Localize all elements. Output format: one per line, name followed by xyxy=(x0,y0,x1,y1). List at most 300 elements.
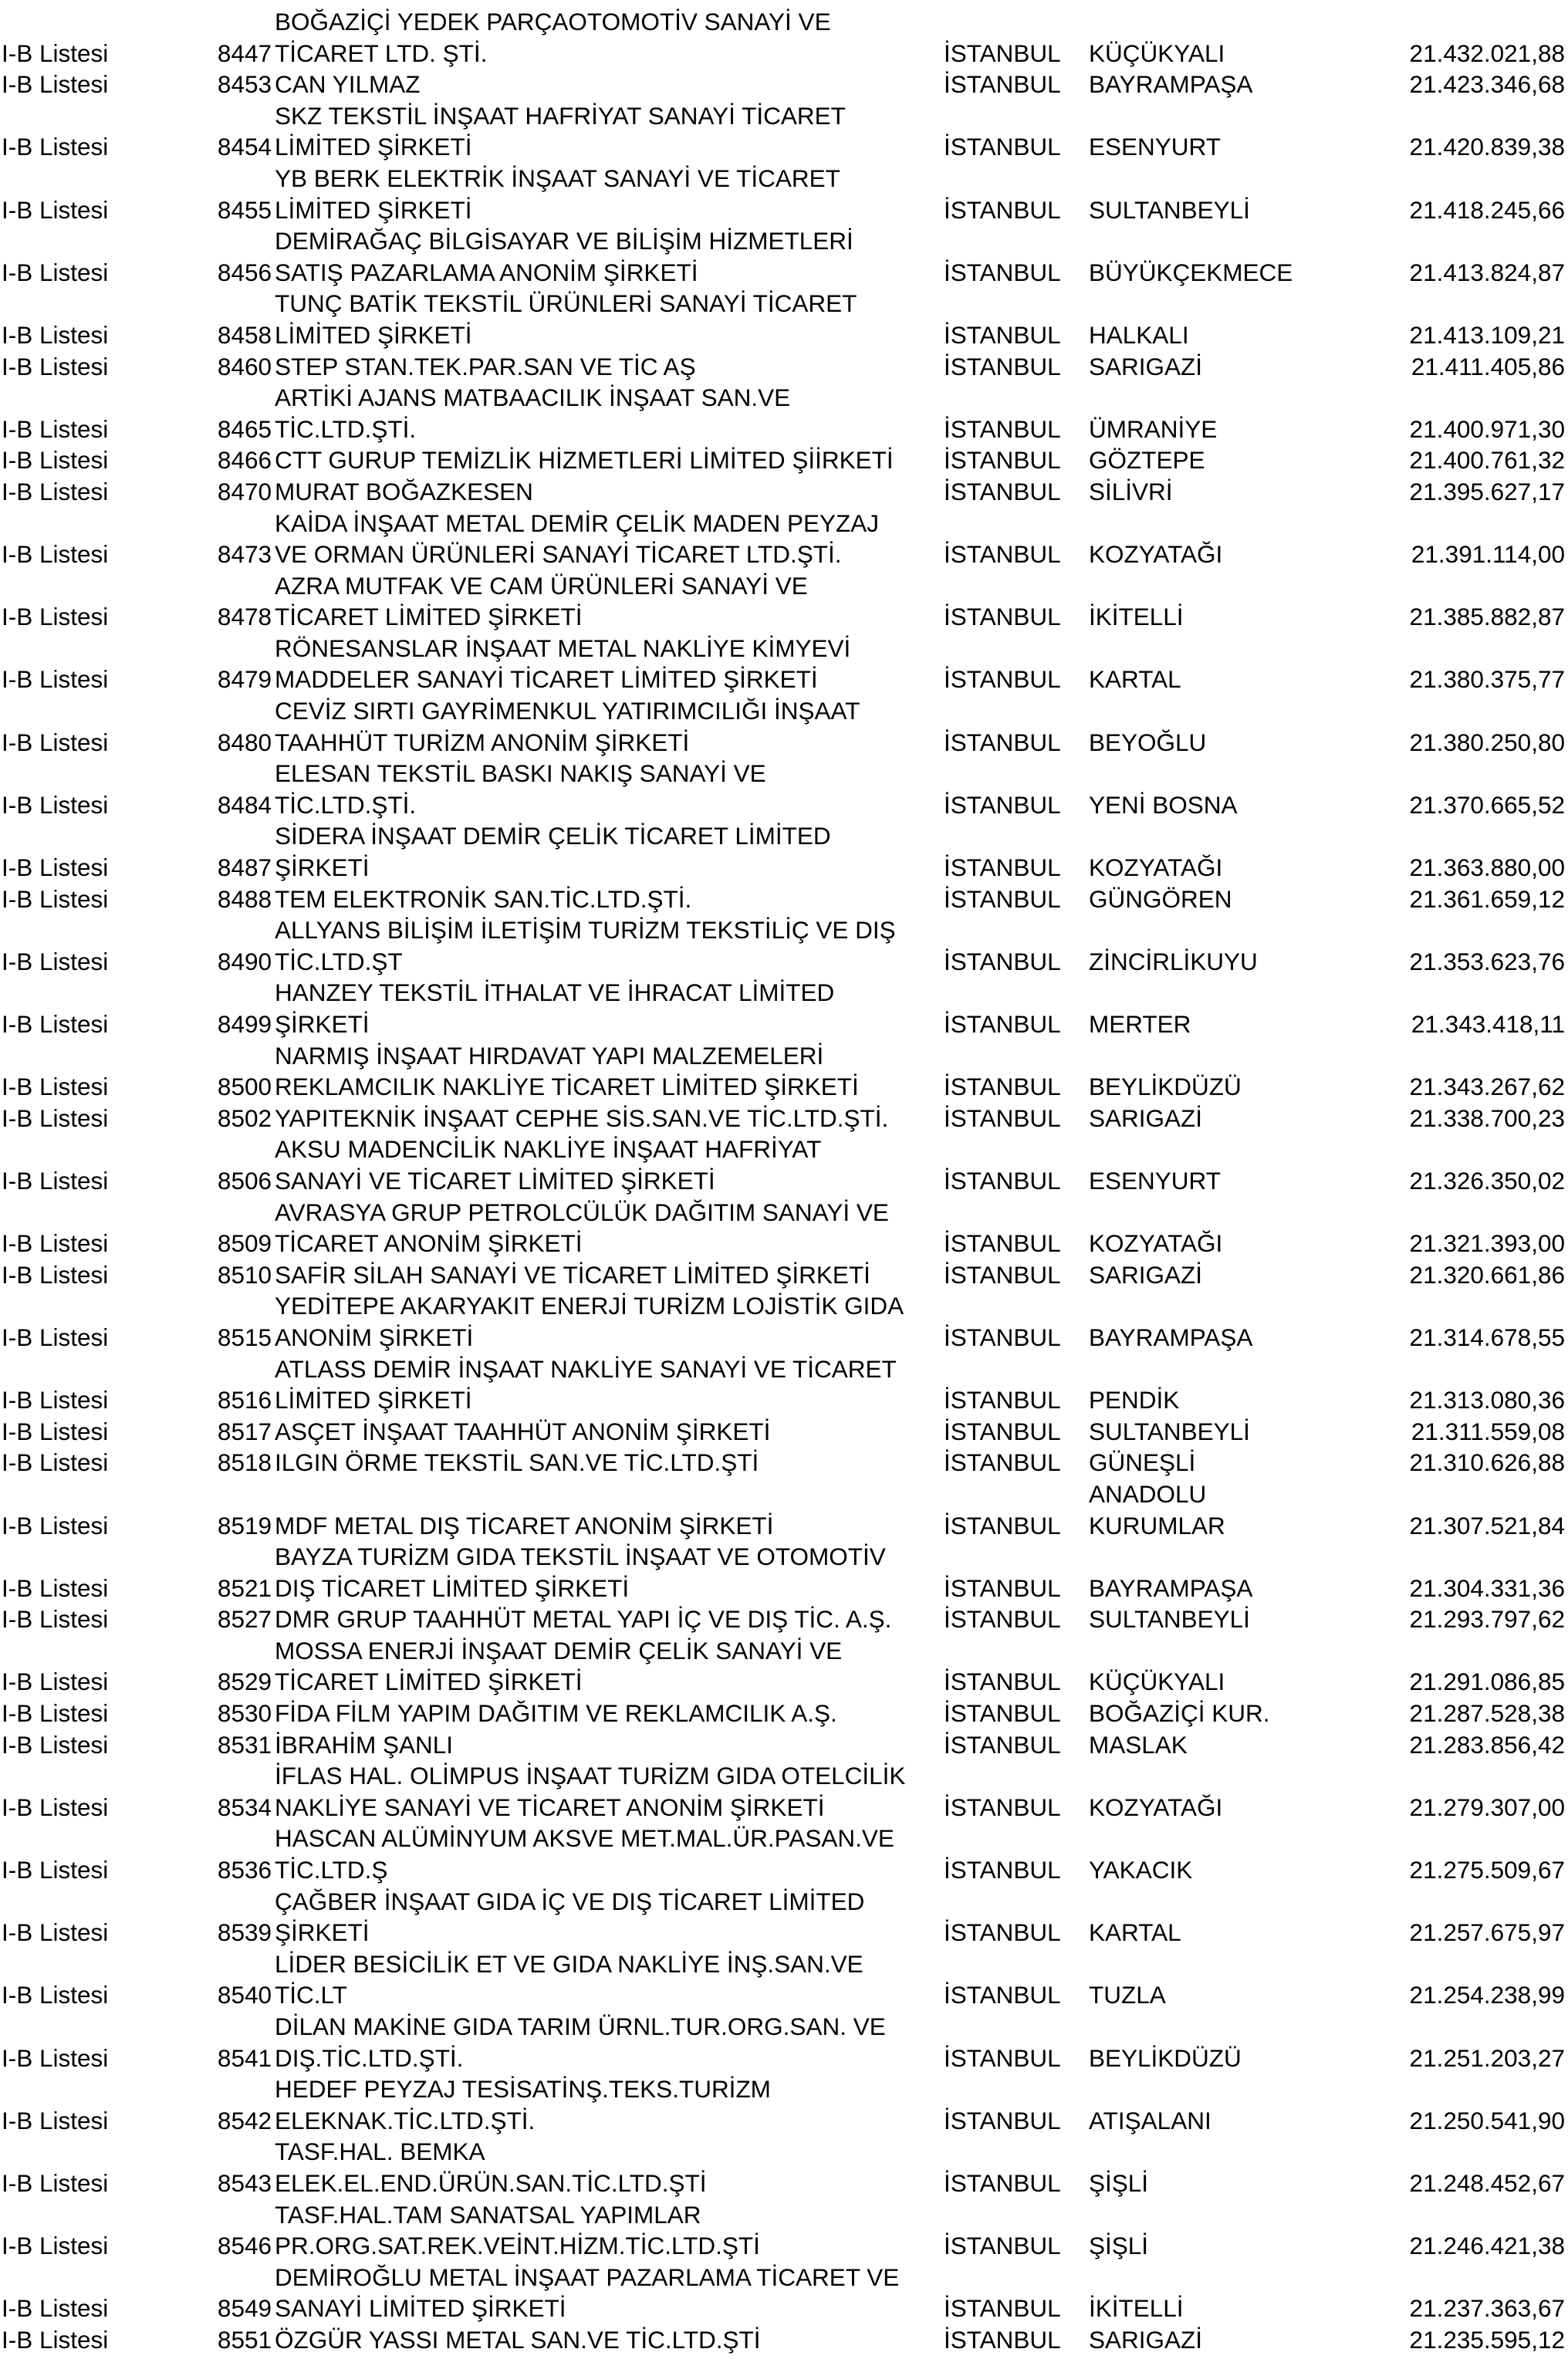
list-cell: I-B Listesi xyxy=(2,728,109,756)
table-row xyxy=(0,695,1568,758)
district-cell: ŞİŞLİ xyxy=(1089,2232,1149,2260)
company-name-cell: BOĞAZİÇİ YEDEK PARÇAOTOMOTİV SANAYİ VE TİCARET LTD. ŞTİ. xyxy=(275,8,831,67)
company-name-cell: FİDA FİLM YAPIM DAĞITIM VE REKLAMCILIK A.Ş. xyxy=(275,1699,837,1728)
table-row xyxy=(0,1197,1568,1259)
amount-cell: 21.250.541,90 xyxy=(1409,2106,1565,2134)
company-name-cell: YB BERK ELEKTRİK İNŞAAT SANAYİ VE TİCARET LİMİTED ŞİRKETİ xyxy=(275,164,840,224)
city-cell: İSTANBUL xyxy=(944,947,1061,975)
city-cell: İSTANBUL xyxy=(944,1010,1061,1038)
number-cell: 8527 xyxy=(217,1605,272,1634)
company-name-cell: CEVİZ SIRTI GAYRİMENKUL YATIRIMCILIĞI İNŞAAT TAAHHÜT TURİZM ANONİM ŞİRKETİ xyxy=(275,697,860,756)
amount-cell: 21.326.350,02 xyxy=(1409,1166,1565,1195)
company-name-cell: MURAT BOĞAZKESEN xyxy=(275,477,533,505)
company-name-cell: İFLAS HAL. OLİMPUS İNŞAAT TURİZM GIDA OTELCİLİK NAKLİYE SANAYİ VE TİCARET ANONİM ŞİRKETİ xyxy=(275,1762,906,1821)
list-cell: I-B Listesi xyxy=(2,1166,109,1195)
table-row xyxy=(0,1823,1568,1885)
city-cell: İSTANBUL xyxy=(944,70,1061,99)
table-row xyxy=(0,1290,1568,1353)
amount-cell: 21.283.856,42 xyxy=(1409,1730,1565,1759)
list-cell: I-B Listesi xyxy=(2,1010,109,1038)
district-cell: SİLİVRİ xyxy=(1089,477,1173,505)
city-cell: İSTANBUL xyxy=(944,414,1061,443)
city-cell: İSTANBUL xyxy=(944,2294,1061,2323)
amount-cell: 21.343.267,62 xyxy=(1409,1073,1565,1101)
number-cell: 8518 xyxy=(217,1448,272,1477)
table-row xyxy=(0,570,1568,633)
company-name-cell: STEP STAN.TEK.PAR.SAN VE TİC AŞ xyxy=(275,352,696,380)
district-cell: KÜÇÜKYALI xyxy=(1089,39,1225,67)
city-cell: İSTANBUL xyxy=(944,1573,1061,1602)
amount-cell: 21.353.623,76 xyxy=(1409,947,1565,975)
list-cell: I-B Listesi xyxy=(2,665,109,694)
number-cell: 8499 xyxy=(217,1010,272,1038)
amount-cell: 21.237.363,67 xyxy=(1409,2294,1565,2323)
company-name-cell: İBRAHİM ŞANLI xyxy=(275,1730,454,1759)
table-row xyxy=(0,1354,1568,1416)
company-name-cell: ELESAN TEKSTİL BASKI NAKIŞ SANAYİ VE TİC.LTD.ŞTİ. xyxy=(275,759,766,819)
table-row xyxy=(0,1479,1568,1541)
number-cell: 8500 xyxy=(217,1073,272,1101)
list-cell: I-B Listesi xyxy=(2,2043,109,2072)
number-cell: 8517 xyxy=(217,1417,272,1445)
amount-cell: 21.385.882,87 xyxy=(1409,603,1565,631)
table-row xyxy=(0,100,1568,163)
company-name-cell: MOSSA ENERJİ İNŞAAT DEMİR ÇELİK SANAYİ VE TİCARET LİMİTED ŞİRKETİ xyxy=(275,1636,843,1696)
company-name-cell: LİDER BESİCİLİK ET VE GIDA NAKLİYE İNŞ.SAN.VE TİC.LT xyxy=(275,1949,863,2009)
city-cell: İSTANBUL xyxy=(944,477,1061,505)
list-cell: I-B Listesi xyxy=(2,1323,109,1351)
number-cell: 8543 xyxy=(217,2168,272,2197)
number-cell: 8447 xyxy=(217,39,272,67)
company-name-cell: KAİDA İNŞAAT METAL DEMİR ÇELİK MADEN PEYZAJ VE ORMAN ÜRÜNLERİ SANAYİ TİCARET LTD.ŞTİ. xyxy=(275,509,880,569)
list-cell: I-B Listesi xyxy=(2,1073,109,1101)
list-cell: I-B Listesi xyxy=(2,603,109,631)
district-cell: GÖZTEPE xyxy=(1089,446,1205,475)
city-cell: İSTANBUL xyxy=(944,1323,1061,1351)
table-row xyxy=(0,758,1568,820)
number-cell: 8470 xyxy=(217,477,272,505)
city-cell: İSTANBUL xyxy=(944,853,1061,882)
amount-cell: 21.361.659,12 xyxy=(1409,884,1565,913)
city-cell: İSTANBUL xyxy=(944,540,1061,569)
company-name-cell: AZRA MUTFAK VE CAM ÜRÜNLERİ SANAYİ VE TİCARET LİMİTED ŞİRKETİ xyxy=(275,571,808,631)
city-cell: İSTANBUL xyxy=(944,1386,1061,1414)
list-cell: I-B Listesi xyxy=(2,884,109,913)
amount-cell: 21.313.080,36 xyxy=(1409,1386,1565,1414)
company-name-cell: MDF METAL DIŞ TİCARET ANONİM ŞİRKETİ xyxy=(275,1511,774,1539)
district-cell: İKİTELLİ xyxy=(1089,603,1184,631)
number-cell: 8473 xyxy=(217,540,272,569)
table-row xyxy=(0,1698,1568,1729)
list-cell: I-B Listesi xyxy=(2,1668,109,1696)
list-cell: I-B Listesi xyxy=(2,2106,109,2134)
table-row xyxy=(0,476,1568,508)
number-cell: 8521 xyxy=(217,1573,272,1602)
list-cell: I-B Listesi xyxy=(2,1448,109,1477)
city-cell: İSTANBUL xyxy=(944,728,1061,756)
table-row xyxy=(0,288,1568,350)
amount-cell: 21.314.678,55 xyxy=(1409,1323,1565,1351)
company-name-cell: BAYZA TURİZM GIDA TEKSTİL İNŞAAT VE OTOMOTİV DIŞ TİCARET LİMİTED ŞİRKETİ xyxy=(275,1543,886,1602)
number-cell: 8539 xyxy=(217,1918,272,1947)
table-row xyxy=(0,351,1568,383)
number-cell: 8516 xyxy=(217,1386,272,1414)
number-cell: 8455 xyxy=(217,195,272,224)
city-cell: İSTANBUL xyxy=(944,1668,1061,1696)
number-cell: 8519 xyxy=(217,1511,272,1539)
number-cell: 8515 xyxy=(217,1323,272,1351)
amount-cell: 21.411.405,86 xyxy=(1411,352,1565,380)
company-name-cell: TEM ELEKTRONİK SAN.TİC.LTD.ŞTİ. xyxy=(275,884,692,913)
company-name-cell: ARTİKİ AJANS MATBAACILIK İNŞAAT SAN.VE TİC.LTD.ŞTİ. xyxy=(275,384,791,443)
city-cell: İSTANBUL xyxy=(944,1918,1061,1947)
district-cell: KARTAL xyxy=(1089,665,1181,694)
table-row xyxy=(0,977,1568,1039)
amount-cell: 21.257.675,97 xyxy=(1409,1918,1565,1947)
number-cell: 8488 xyxy=(217,884,272,913)
table-row xyxy=(0,914,1568,977)
list-cell: I-B Listesi xyxy=(2,1981,109,2009)
amount-cell: 21.400.761,32 xyxy=(1409,446,1565,475)
company-name-cell: SAFİR SİLAH SANAYİ VE TİCARET LİMİTED ŞİRKETİ xyxy=(275,1260,870,1289)
number-cell: 8529 xyxy=(217,1668,272,1696)
list-cell: I-B Listesi xyxy=(2,320,109,349)
list-cell: I-B Listesi xyxy=(2,1856,109,1884)
city-cell: İSTANBUL xyxy=(944,1166,1061,1195)
city-cell: İSTANBUL xyxy=(944,1229,1061,1258)
table-row xyxy=(0,633,1568,695)
city-cell: İSTANBUL xyxy=(944,1103,1061,1132)
city-cell: İSTANBUL xyxy=(944,258,1061,286)
city-cell: İSTANBUL xyxy=(944,1605,1061,1634)
amount-cell: 21.420.839,38 xyxy=(1409,133,1565,161)
number-cell: 8456 xyxy=(217,258,272,286)
list-cell: I-B Listesi xyxy=(2,1260,109,1289)
city-cell: İSTANBUL xyxy=(944,665,1061,694)
city-cell: İSTANBUL xyxy=(944,1417,1061,1445)
list-cell: I-B Listesi xyxy=(2,1730,109,1759)
district-cell: SULTANBEYLİ xyxy=(1089,1605,1250,1634)
list-cell: I-B Listesi xyxy=(2,1918,109,1947)
list-cell: I-B Listesi xyxy=(2,70,109,99)
list-cell: I-B Listesi xyxy=(2,414,109,443)
list-cell: I-B Listesi xyxy=(2,446,109,475)
table-row xyxy=(0,1604,1568,1635)
table-row xyxy=(0,382,1568,444)
list-cell: I-B Listesi xyxy=(2,853,109,882)
list-cell: I-B Listesi xyxy=(2,540,109,569)
amount-cell: 21.310.626,88 xyxy=(1409,1448,1565,1477)
district-cell: ZİNCİRLİKUYU xyxy=(1089,947,1258,975)
company-name-cell: NARMIŞ İNŞAAT HIRDAVAT YAPI MALZEMELERİ REKLAMCILIK NAKLİYE TİCARET LİMİTED ŞİRKETİ xyxy=(275,1041,859,1101)
table-row xyxy=(0,820,1568,883)
company-name-cell: YEDİTEPE AKARYAKIT ENERJİ TURİZM LOJİSTİK GIDA ANONİM ŞİRKETİ xyxy=(275,1292,904,1351)
number-cell: 8502 xyxy=(217,1103,272,1132)
list-cell: I-B Listesi xyxy=(2,1511,109,1539)
district-cell: MASLAK xyxy=(1089,1730,1188,1759)
number-cell: 8546 xyxy=(217,2232,272,2260)
district-cell: HALKALI xyxy=(1089,320,1189,349)
district-cell: KOZYATAĞI xyxy=(1089,1793,1223,1821)
table-row xyxy=(0,2136,1568,2198)
table-row xyxy=(0,1040,1568,1103)
table-row xyxy=(0,6,1568,69)
amount-cell: 21.370.665,52 xyxy=(1409,790,1565,819)
city-cell: İSTANBUL xyxy=(944,133,1061,161)
number-cell: 8490 xyxy=(217,947,272,975)
company-name-cell: AVRASYA GRUP PETROLCÜLÜK DAĞITIM SANAYİ VE TİCARET ANONİM ŞİRKETİ xyxy=(275,1198,889,1258)
district-cell: KOZYATAĞI xyxy=(1089,540,1223,569)
amount-cell: 21.321.393,00 xyxy=(1409,1229,1565,1258)
list-cell: I-B Listesi xyxy=(2,2168,109,2197)
district-cell: BAYRAMPAŞA xyxy=(1089,1573,1253,1602)
city-cell: İSTANBUL xyxy=(944,1793,1061,1821)
table-row xyxy=(0,2324,1568,2356)
list-cell: I-B Listesi xyxy=(2,1229,109,1258)
number-cell: 8534 xyxy=(217,1793,272,1821)
list-cell: I-B Listesi xyxy=(2,1699,109,1728)
amount-cell: 21.287.528,38 xyxy=(1409,1699,1565,1728)
district-cell: GÜNEŞLİ xyxy=(1089,1448,1196,1477)
district-cell: ATIŞALANI xyxy=(1089,2106,1211,2134)
number-cell: 8478 xyxy=(217,603,272,631)
table-row xyxy=(0,1948,1568,2011)
amount-cell: 21.304.331,36 xyxy=(1409,1573,1565,1602)
number-cell: 8506 xyxy=(217,1166,272,1195)
amount-cell: 21.338.700,23 xyxy=(1409,1103,1565,1132)
city-cell: İSTANBUL xyxy=(944,1260,1061,1289)
list-cell: I-B Listesi xyxy=(2,477,109,505)
number-cell: 8531 xyxy=(217,1730,272,1759)
district-cell: KOZYATAĞI xyxy=(1089,1229,1223,1258)
amount-cell: 21.251.203,27 xyxy=(1409,2043,1565,2072)
city-cell: İSTANBUL xyxy=(944,1511,1061,1539)
city-cell: İSTANBUL xyxy=(944,1073,1061,1101)
city-cell: İSTANBUL xyxy=(944,1699,1061,1728)
city-cell: İSTANBUL xyxy=(944,1730,1061,1759)
amount-cell: 21.311.559,08 xyxy=(1411,1417,1565,1445)
company-name-cell: CTT GURUP TEMİZLİK HİZMETLERİ LİMİTED ŞİİRKETİ xyxy=(275,446,894,475)
district-cell: BEYLİKDÜZÜ xyxy=(1089,2043,1242,2072)
table-row xyxy=(0,1416,1568,1448)
list-cell: I-B Listesi xyxy=(2,1386,109,1414)
number-cell: 8542 xyxy=(217,2106,272,2134)
number-cell: 8458 xyxy=(217,320,272,349)
list-cell: I-B Listesi xyxy=(2,1573,109,1602)
district-cell: BEYLİKDÜZÜ xyxy=(1089,1073,1242,1101)
district-cell: KÜÇÜKYALI xyxy=(1089,1668,1225,1696)
number-cell: 8479 xyxy=(217,665,272,694)
table-row xyxy=(0,2073,1568,2136)
company-name-cell: ÇAĞBER İNŞAAT GIDA İÇ VE DIŞ TİCARET LİMİTED ŞİRKETİ xyxy=(275,1887,865,1947)
company-name-cell: ASÇET İNŞAAT TAAHHÜT ANONİM ŞİRKETİ xyxy=(275,1417,771,1445)
company-name-cell: HASCAN ALÜMİNYUM AKSVE MET.MAL.ÜR.PASAN.VE TİC.LTD.Ş xyxy=(275,1824,894,1884)
table-row xyxy=(0,1886,1568,1948)
city-cell: İSTANBUL xyxy=(944,790,1061,819)
amount-cell: 21.380.250,80 xyxy=(1409,728,1565,756)
table-row xyxy=(0,1103,1568,1134)
district-cell: ESENYURT xyxy=(1089,133,1221,161)
district-cell: BAYRAMPAŞA xyxy=(1089,70,1253,99)
amount-cell: 21.363.880,00 xyxy=(1409,853,1565,882)
district-cell: KOZYATAĞI xyxy=(1089,853,1223,882)
list-cell: I-B Listesi xyxy=(2,133,109,161)
table-row xyxy=(0,1760,1568,1823)
amount-cell: 21.343.418,11 xyxy=(1411,1010,1565,1038)
amount-cell: 21.279.307,00 xyxy=(1409,1793,1565,1821)
company-name-cell: ILGIN ÖRME TEKSTİL SAN.VE TİC.LTD.ŞTİ xyxy=(275,1448,759,1477)
number-cell: 8549 xyxy=(217,2294,272,2323)
table-row xyxy=(0,1134,1568,1196)
number-cell: 8487 xyxy=(217,853,272,882)
company-name-cell: AKSU MADENCİLİK NAKLİYE İNŞAAT HAFRİYAT SANAYİ VE TİCARET LİMİTED ŞİRKETİ xyxy=(275,1135,822,1195)
list-cell: I-B Listesi xyxy=(2,39,109,67)
number-cell: 8510 xyxy=(217,1260,272,1289)
district-cell: YAKACIK xyxy=(1089,1856,1193,1884)
company-name-cell: SKZ TEKSTİL İNŞAAT HAFRİYAT SANAYİ TİCARET LİMİTED ŞİRKETİ xyxy=(275,101,846,161)
table-row xyxy=(0,225,1568,288)
company-name-cell: DMR GRUP TAAHHÜT METAL YAPI İÇ VE DIŞ TİC. A.Ş. xyxy=(275,1605,892,1634)
city-cell: İSTANBUL xyxy=(944,884,1061,913)
table-row xyxy=(0,1635,1568,1698)
list-cell: I-B Listesi xyxy=(2,1417,109,1445)
number-cell: 8509 xyxy=(217,1229,272,1258)
city-cell: İSTANBUL xyxy=(944,603,1061,631)
district-cell: BOĞAZİÇİ KUR. xyxy=(1089,1699,1270,1728)
table-row xyxy=(0,69,1568,100)
city-cell: İSTANBUL xyxy=(944,320,1061,349)
amount-cell: 21.400.971,30 xyxy=(1409,414,1565,443)
company-name-cell: HEDEF PEYZAJ TESİSATİNŞ.TEKS.TURİZM ELEKNAK.TİC.LTD.ŞTİ. xyxy=(275,2075,771,2134)
amount-cell: 21.413.109,21 xyxy=(1409,320,1565,349)
district-cell: ESENYURT xyxy=(1089,1166,1221,1195)
table-row xyxy=(0,1729,1568,1761)
table-row xyxy=(0,1259,1568,1291)
company-name-cell: ATLASS DEMİR İNŞAAT NAKLİYE SANAYİ VE TİCARET LİMİTED ŞİRKETİ xyxy=(275,1354,897,1414)
company-name-cell: RÖNESANSLAR İNŞAAT METAL NAKLİYE KİMYEVİ MADDELER SANAYİ TİCARET LİMİTED ŞİRKETİ xyxy=(275,634,851,694)
company-name-cell: TASF.HAL. BEMKA ELEK.EL.END.ÜRÜN.SAN.TİC.LTD.ŞTİ xyxy=(275,2138,707,2197)
company-name-cell: DEMİROĞLU METAL İNŞAAT PAZARLAMA TİCARET VE SANAYİ LİMİTED ŞİRKETİ xyxy=(275,2263,900,2323)
document-page xyxy=(0,6,1568,2356)
table-row xyxy=(0,2199,1568,2262)
number-cell: 8453 xyxy=(217,70,272,99)
district-cell: SULTANBEYLİ xyxy=(1089,1417,1250,1445)
number-cell: 8484 xyxy=(217,790,272,819)
city-cell: İSTANBUL xyxy=(944,2325,1061,2354)
amount-cell: 21.423.346,68 xyxy=(1409,70,1565,99)
table-row xyxy=(0,2011,1568,2073)
district-cell: İKİTELLİ xyxy=(1089,2294,1184,2323)
amount-cell: 21.235.595,12 xyxy=(1409,2325,1565,2354)
list-cell: I-B Listesi xyxy=(2,947,109,975)
company-name-cell: DİLAN MAKİNE GIDA TARIM ÜRNL.TUR.ORG.SAN. VE DIŞ.TİC.LTD.ŞTİ. xyxy=(275,2013,886,2072)
amount-cell: 21.320.661,86 xyxy=(1409,1260,1565,1289)
city-cell: İSTANBUL xyxy=(944,446,1061,475)
amount-cell: 21.413.824,87 xyxy=(1409,258,1565,286)
amount-cell: 21.395.627,17 xyxy=(1409,477,1565,505)
city-cell: İSTANBUL xyxy=(944,39,1061,67)
district-cell: PENDİK xyxy=(1089,1386,1180,1414)
amount-cell: 21.291.086,85 xyxy=(1409,1668,1565,1696)
amount-cell: 21.432.021,88 xyxy=(1409,39,1565,67)
table-row xyxy=(0,444,1568,476)
city-cell: İSTANBUL xyxy=(944,2232,1061,2260)
amount-cell: 21.254.238,99 xyxy=(1409,1981,1565,2009)
amount-cell: 21.248.452,67 xyxy=(1409,2168,1565,2197)
city-cell: İSTANBUL xyxy=(944,1448,1061,1477)
company-name-cell: TASF.HAL.TAM SANATSAL YAPIMLAR PR.ORG.SAT.REK.VEİNT.HİZM.TİC.LTD.ŞTİ xyxy=(275,2200,760,2260)
amount-cell: 21.418.245,66 xyxy=(1409,195,1565,224)
city-cell: İSTANBUL xyxy=(944,195,1061,224)
company-name-cell: CAN YILMAZ xyxy=(275,70,421,99)
number-cell: 8480 xyxy=(217,728,272,756)
district-cell: YENİ BOSNA xyxy=(1089,790,1238,819)
number-cell: 8454 xyxy=(217,133,272,161)
number-cell: 8460 xyxy=(217,352,272,380)
company-name-cell: HANZEY TEKSTİL İTHALAT VE İHRACAT LİMİTED ŞİRKETİ xyxy=(275,978,835,1038)
company-name-cell: ALLYANS BİLİŞİM İLETİŞİM TURİZM TEKSTİLİÇ VE DIŞ TİC.LTD.ŞT xyxy=(275,916,896,975)
amount-cell: 21.246.421,38 xyxy=(1409,2232,1565,2260)
district-cell: TUZLA xyxy=(1089,1981,1166,2009)
amount-cell: 21.275.509,67 xyxy=(1409,1856,1565,1884)
district-cell: SARIGAZİ xyxy=(1089,1260,1203,1289)
list-cell: I-B Listesi xyxy=(2,1605,109,1634)
number-cell: 8530 xyxy=(217,1699,272,1728)
city-cell: İSTANBUL xyxy=(944,2043,1061,2072)
district-cell: BÜYÜKÇEKMECE xyxy=(1089,258,1293,286)
company-name-cell: ÖZGÜR YASSI METAL SAN.VE TİC.LTD.ŞTİ xyxy=(275,2325,761,2354)
table-row xyxy=(0,1447,1568,1479)
table-row xyxy=(0,884,1568,915)
list-cell: I-B Listesi xyxy=(2,258,109,286)
number-cell: 8466 xyxy=(217,446,272,475)
number-cell: 8551 xyxy=(217,2325,272,2354)
city-cell: İSTANBUL xyxy=(944,2168,1061,2197)
amount-cell: 21.391.114,00 xyxy=(1411,540,1565,569)
district-cell: MERTER xyxy=(1089,1010,1191,1038)
company-name-cell: DEMİRAĞAÇ BİLGİSAYAR VE BİLİŞİM HİZMETLERİ SATIŞ PAZARLAMA ANONİM ŞİRKETİ xyxy=(275,227,853,286)
number-cell: 8465 xyxy=(217,414,272,443)
district-cell: SULTANBEYLİ xyxy=(1089,195,1250,224)
district-cell: ÜMRANİYE xyxy=(1089,414,1218,443)
district-cell: SARIGAZİ xyxy=(1089,1103,1203,1132)
number-cell: 8541 xyxy=(217,2043,272,2072)
number-cell: 8536 xyxy=(217,1856,272,1884)
district-cell: BAYRAMPAŞA xyxy=(1089,1323,1253,1351)
list-cell: I-B Listesi xyxy=(2,2232,109,2260)
table-row xyxy=(0,1541,1568,1604)
city-cell: İSTANBUL xyxy=(944,2106,1061,2134)
list-cell: I-B Listesi xyxy=(2,1793,109,1821)
district-cell: BEYOĞLU xyxy=(1089,728,1207,756)
district-cell: KARTAL xyxy=(1089,1918,1181,1947)
amount-cell: 21.293.797,62 xyxy=(1409,1605,1565,1634)
list-cell: I-B Listesi xyxy=(2,1103,109,1132)
list-cell: I-B Listesi xyxy=(2,195,109,224)
company-name-cell: TUNÇ BATİK TEKSTİL ÜRÜNLERİ SANAYİ TİCARET LİMİTED ŞİRKETİ xyxy=(275,289,857,349)
list-cell: I-B Listesi xyxy=(2,790,109,819)
table-row xyxy=(0,508,1568,570)
city-cell: İSTANBUL xyxy=(944,352,1061,380)
company-name-cell: SİDERA İNŞAAT DEMİR ÇELİK TİCARET LİMİTED ŞİRKETİ xyxy=(275,822,831,882)
city-cell: İSTANBUL xyxy=(944,1981,1061,2009)
company-name-cell: YAPITEKNİK İNŞAAT CEPHE SİS.SAN.VE TİC.LTD.ŞTİ. xyxy=(275,1103,889,1132)
district-cell: ANADOLU KURUMLAR xyxy=(1089,1479,1225,1539)
table-row xyxy=(0,163,1568,225)
list-cell: I-B Listesi xyxy=(2,352,109,380)
district-cell: GÜNGÖREN xyxy=(1089,884,1232,913)
district-cell: ŞİŞLİ xyxy=(1089,2168,1149,2197)
